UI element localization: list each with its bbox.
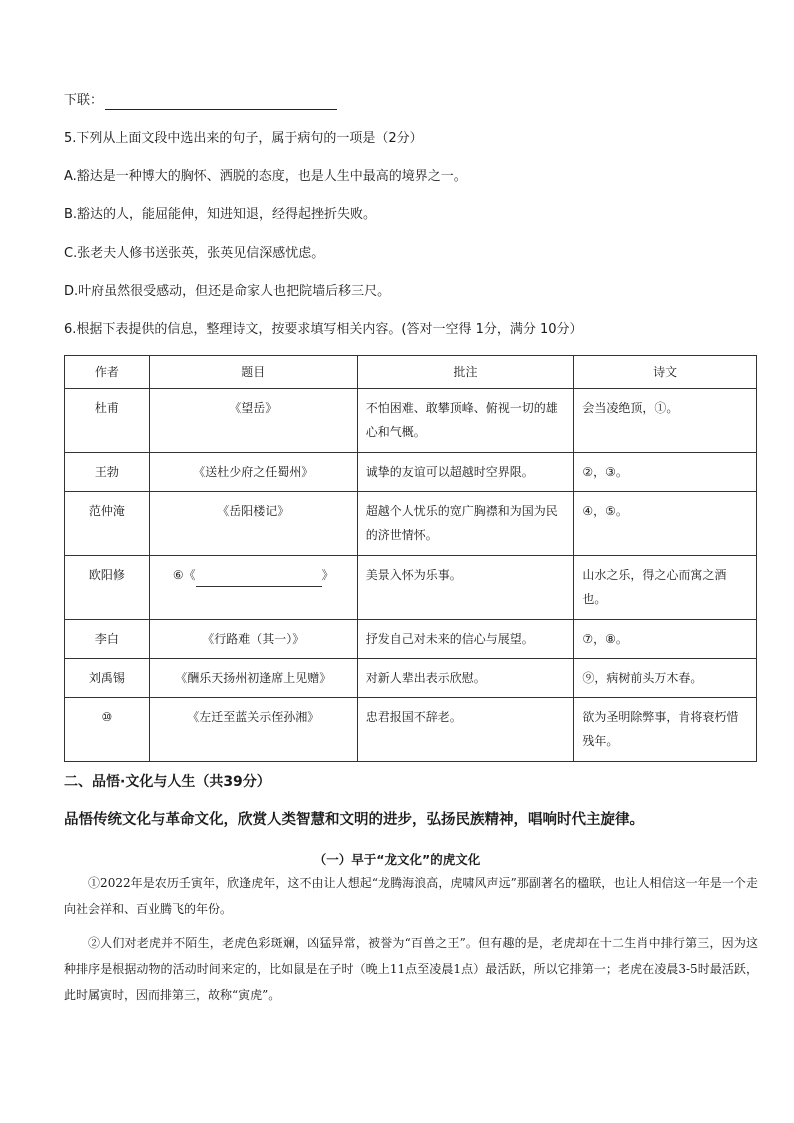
cell-poem: ⑦，⑧。 [574, 620, 757, 659]
cell-note: 抒发自己对未来的信心与展望。 [357, 620, 574, 659]
table-header-row [65, 356, 757, 389]
cell-author: 李白 [65, 620, 150, 659]
cell-note: 忠君报国不辞老。 [357, 698, 574, 762]
cell-author: 王勃 [65, 453, 150, 492]
cell-author: 杜甫 [65, 389, 150, 453]
cell-author: 欧阳修 [65, 556, 150, 620]
paragraph-2: ②人们对老虎并不陌生，老虎色彩斑斓，凶猛异常，被誉为“百兽之王”。但有趣的是，老虎却在十二生肖中排行第三，因为这种排序是根据动物的活动时间来定的，比如鼠是在子时（晚上11点至凌晨1点）最活跃，所以它排第一；老虎在凌晨3-5时最活跃，此时属寅时，因而排第三，故称“寅虎”。 [64, 936, 758, 1002]
xialian-label: 下联： [64, 93, 104, 108]
cell-title: 《酬乐天扬州初逢席上见赠》 [149, 659, 357, 698]
cell-title: 《岳阳楼记》 [149, 492, 357, 556]
section-intro: 品悟传统文化与革命文化，欣赏人类智慧和文明的进步，弘扬民族精神，唱响时代主旋律。 [64, 812, 644, 828]
question-6: 6.根据下表提供的信息，整理诗文，按要求填写相关内容。(答对一空得 1分，满分 10分） [64, 322, 583, 337]
option-c: C.张老夫人修书送张英，张英见信深感忧虑。 [64, 246, 325, 261]
cell-title: 《望岳》 [149, 389, 357, 453]
cell-author: ⑩ [65, 698, 150, 762]
cell-note: 对新人辈出表示欣慰。 [357, 659, 574, 698]
title-blank[interactable] [196, 570, 322, 587]
sub-heading: （一）早于“龙文化”的虎文化 [313, 852, 481, 867]
table-row [65, 492, 757, 556]
option-d: D.叶府虽然很受感动，但还是命家人也把院墙后移三尺。 [64, 284, 391, 299]
section-heading: 二、品悟·文化与人生（共39分） [64, 774, 271, 790]
question-5: 5.下列从上面文段中选出来的句子，属于病句的一项是（2分） [64, 131, 423, 146]
table-row [65, 389, 757, 453]
poetry-table [64, 355, 757, 762]
title-prefix: ⑥《 [172, 568, 196, 582]
cell-poem: ⑨，病树前头万木春。 [574, 659, 757, 698]
cell-note: 不怕困难、敢攀顶峰、俯视一切的雄心和气概。 [357, 389, 574, 453]
cell-poem: 山水之乐，得之心而寓之酒也。 [574, 556, 757, 620]
table-row [65, 659, 757, 698]
header-poem: 诗文 [574, 356, 757, 389]
cell-note: 诚挚的友谊可以超越时空界限。 [357, 453, 574, 492]
option-b: B.豁达的人，能屈能伸，知进知退，经得起挫折失败。 [64, 207, 377, 222]
cell-poem: 欲为圣明除弊事，肯将衰朽惜残年。 [574, 698, 757, 762]
cell-poem: 会当凌绝顶，①。 [574, 389, 757, 453]
table-row [65, 556, 757, 620]
answer-blank[interactable] [105, 95, 337, 110]
table-row [65, 620, 757, 659]
cell-title [149, 556, 357, 620]
cell-note: 超越个人忧乐的宽广胸襟和为国为民的济世情怀。 [357, 492, 574, 556]
cell-poem: ②，③。 [574, 453, 757, 492]
header-note: 批注 [357, 356, 574, 389]
cell-author: 范仲淹 [65, 492, 150, 556]
title-suffix: 》 [321, 568, 334, 582]
table-row [65, 453, 757, 492]
cell-poem: ④，⑤。 [574, 492, 757, 556]
header-title: 题目 [149, 356, 357, 389]
cell-note: 美景入怀为乐事。 [357, 556, 574, 620]
cell-title: 《左迁至蓝关示侄孙湘》 [149, 698, 357, 762]
cell-title: 《送杜少府之任蜀州》 [149, 453, 357, 492]
option-a: A.豁达是一种博大的胸怀、洒脱的态度，也是人生中最高的境界之一。 [64, 169, 467, 184]
paragraph-1: ①2022年是农历壬寅年，欣逢虎年，这不由让人想起“龙腾海浪高，虎啸风声远”那副著名的楹联，也让人相信这一年是一个走向社会祥和、百业腾飞的年份。 [64, 876, 758, 916]
header-author: 作者 [65, 356, 150, 389]
xialian-line [64, 92, 337, 110]
table-row [65, 698, 757, 762]
cell-author: 刘禹锡 [65, 659, 150, 698]
cell-title: 《行路难（其一）》 [149, 620, 357, 659]
